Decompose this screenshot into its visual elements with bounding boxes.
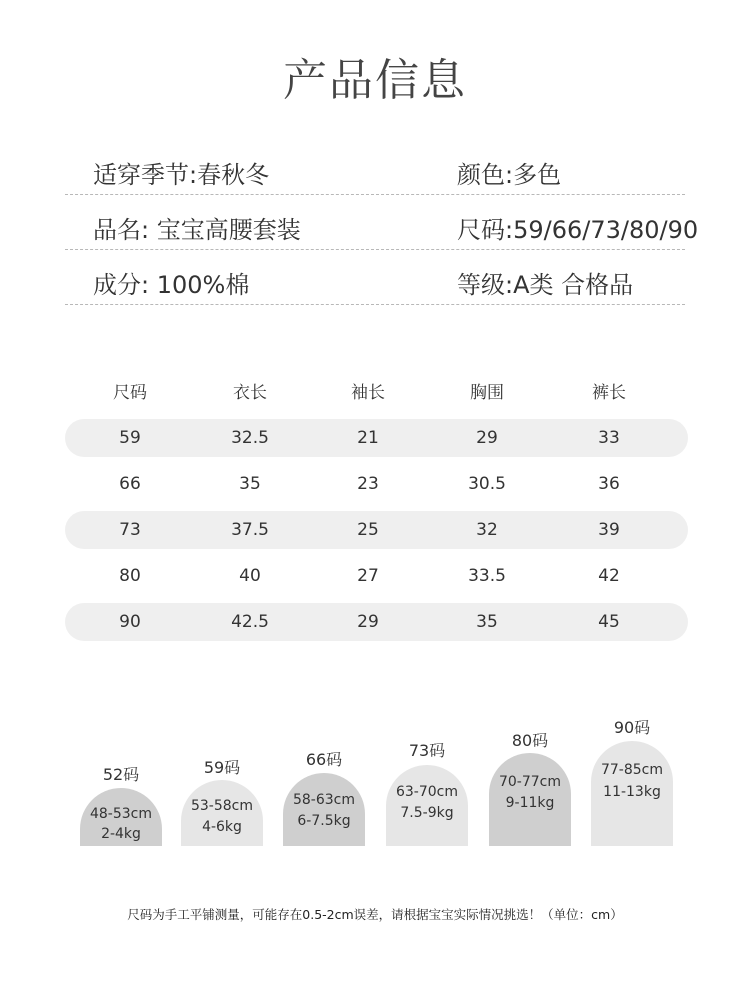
info-grade: 等级:A类 合格品	[457, 271, 634, 299]
cell-length: 35	[239, 474, 261, 494]
size-weight: 7.5-9kg	[400, 805, 454, 821]
size-label: 52码	[102, 765, 140, 784]
size-arch	[283, 773, 365, 846]
size-arch	[386, 765, 468, 846]
info-product-name: 品名: 宝宝高腰套装	[93, 216, 301, 244]
info-material: 成分: 100%棉	[93, 271, 250, 299]
header-sleeve: 袖长	[351, 383, 385, 403]
info-sizes: 尺码:59/66/73/80/90	[457, 216, 699, 244]
table-row	[65, 465, 688, 503]
cell-size: 59	[119, 428, 141, 448]
table-row	[65, 603, 688, 641]
info-row-name-size	[65, 210, 699, 250]
size-weight: 4-6kg	[202, 819, 242, 835]
cell-pants: 39	[598, 520, 620, 540]
cell-size: 73	[119, 520, 141, 540]
header-size: 尺码	[113, 383, 147, 403]
info-row-material-grade	[65, 265, 685, 305]
cell-chest: 35	[476, 612, 498, 632]
measurement-note: 尺码为手工平铺测量，可能存在0.5-2cm误差，请根据宝宝实际情况挑选！（单位：cm）	[127, 907, 623, 922]
size-arch	[591, 741, 673, 846]
info-season: 适穿季节:春秋冬	[93, 161, 270, 189]
info-row-season-color	[65, 155, 685, 195]
cell-pants: 42	[598, 566, 620, 586]
size-block-52	[80, 762, 162, 846]
cell-sleeve: 29	[357, 612, 379, 632]
table-row	[65, 557, 688, 595]
size-weight: 9-11kg	[505, 795, 555, 811]
cell-chest: 29	[476, 428, 498, 448]
cell-size: 66	[119, 474, 141, 494]
cell-length: 37.5	[231, 520, 269, 540]
cell-pants: 36	[598, 474, 620, 494]
size-weight: 2-4kg	[101, 826, 141, 842]
header-pants: 裤长	[592, 383, 626, 403]
cell-sleeve: 21	[357, 428, 379, 448]
header-chest: 胸围	[470, 383, 504, 403]
size-arch	[489, 753, 571, 846]
size-weight: 6-7.5kg	[297, 813, 351, 829]
cell-length: 32.5	[231, 428, 269, 448]
cell-length: 40	[239, 566, 261, 586]
size-label: 59码	[203, 758, 241, 777]
size-label: 90码	[613, 718, 651, 737]
size-height: 70-77cm	[498, 774, 561, 790]
size-height: 58-63cm	[292, 792, 355, 808]
table-row	[65, 511, 688, 549]
cell-sleeve: 25	[357, 520, 379, 540]
header-length: 衣长	[233, 383, 267, 403]
size-block-73	[386, 738, 468, 846]
size-height: 63-70cm	[395, 784, 458, 800]
size-block-59	[181, 755, 263, 846]
cell-chest: 33.5	[468, 566, 506, 586]
size-block-80	[489, 728, 571, 846]
size-label: 73码	[408, 741, 446, 760]
size-label: 66码	[305, 750, 343, 769]
size-arch	[80, 788, 162, 846]
cell-chest: 32	[476, 520, 498, 540]
cell-size: 80	[119, 566, 141, 586]
info-color: 颜色:多色	[457, 161, 562, 189]
page-title: 产品信息	[283, 55, 467, 106]
size-height: 53-58cm	[190, 798, 253, 814]
size-block-90	[591, 715, 673, 846]
cell-pants: 33	[598, 428, 620, 448]
cell-sleeve: 23	[357, 474, 379, 494]
size-label: 80码	[511, 731, 549, 750]
cell-size: 90	[119, 612, 141, 632]
size-arch	[181, 780, 263, 846]
size-table-header	[65, 378, 688, 402]
table-row	[65, 419, 688, 457]
cell-sleeve: 27	[357, 566, 379, 586]
size-height: 77-85cm	[600, 762, 663, 778]
size-height: 48-53cm	[89, 806, 152, 822]
size-block-66	[283, 747, 365, 846]
cell-pants: 45	[598, 612, 620, 632]
cell-length: 42.5	[231, 612, 269, 632]
size-weight: 11-13kg	[603, 784, 661, 800]
cell-chest: 30.5	[468, 474, 506, 494]
